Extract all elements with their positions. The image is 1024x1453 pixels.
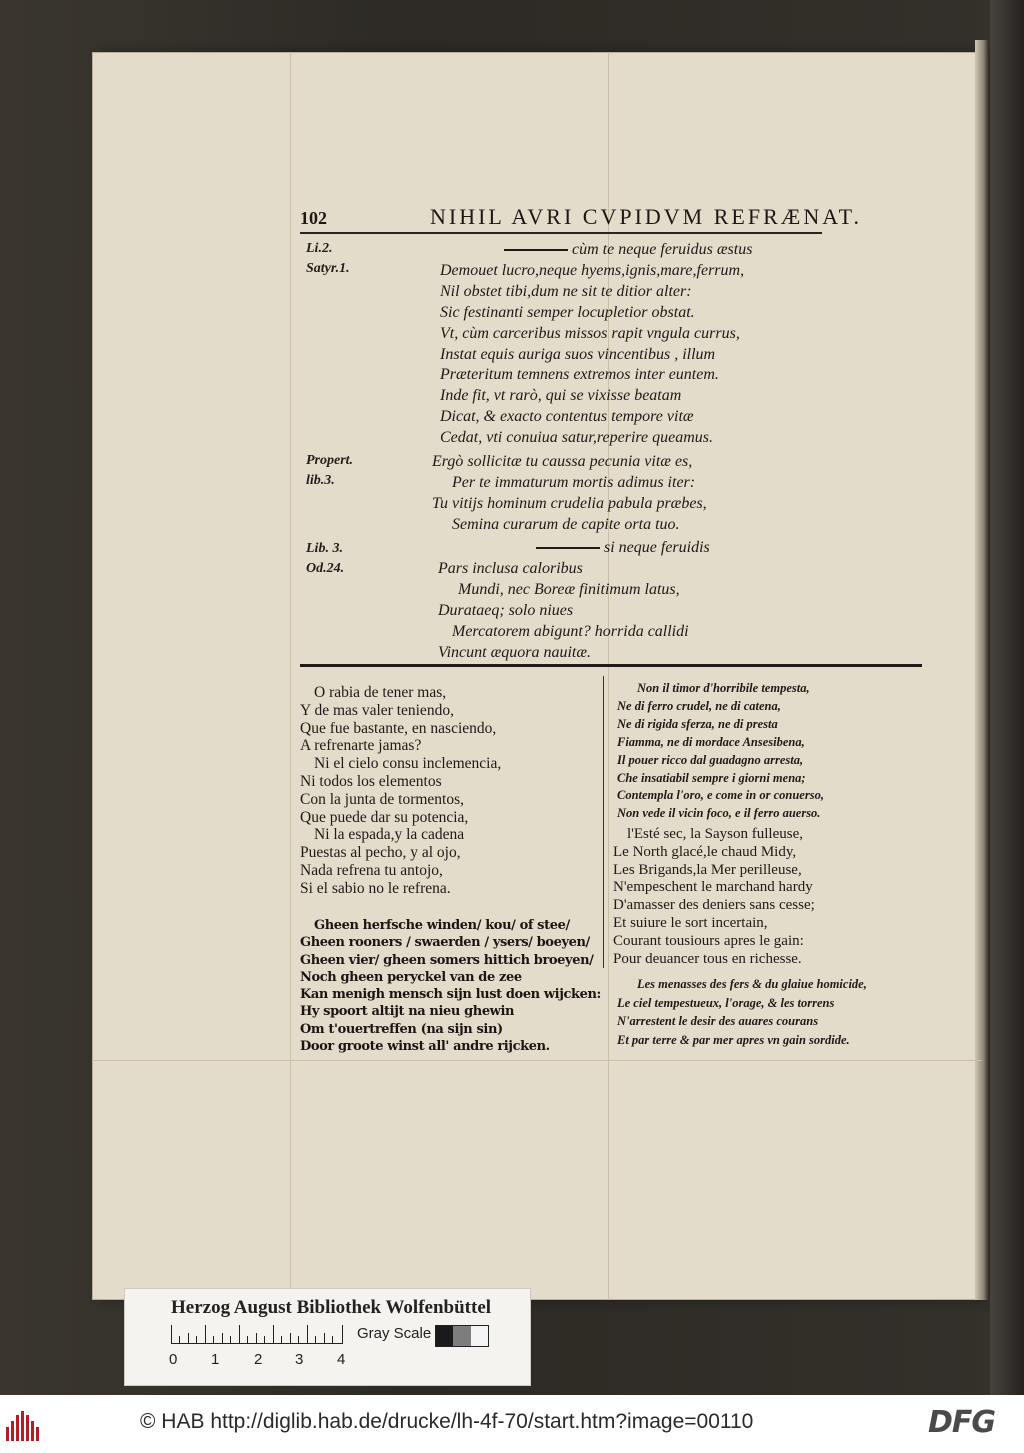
page-edge-shadow (975, 40, 989, 1300)
dash-rule (536, 547, 600, 549)
verse-line: Per te immaturum mortis adimus iter: (452, 473, 696, 491)
scale-number: 3 (295, 1351, 304, 1368)
column-divider (603, 676, 604, 968)
verse-line: Sic festinanti semper locupletior obstat. (440, 303, 695, 321)
verse-line: Mundi, nec Boreæ finitimum latus, (458, 580, 680, 598)
verse-line: Ergò sollicitæ tu caussa pecunia vitæ es, (432, 453, 693, 470)
dash-rule (504, 249, 568, 251)
verse-line: Fiamma, ne di mordace Ansesibena, (617, 734, 805, 749)
verse-line: Ni la espada,y la cadena (314, 826, 465, 844)
verse-line: Que puede dar su potencia, (300, 808, 469, 826)
verse-line: Præteritum temnens extremos inter euntem. (440, 366, 719, 384)
verse-line: Om t'ouertreffen (na sijn sin) (300, 1021, 503, 1037)
grayscale-swatch (435, 1325, 489, 1347)
verse-line: Gheen rooners / swaerden / ysers/ boeyen/ (300, 935, 590, 951)
verse-line: Ne di ferro crudel, ne di catena, (617, 698, 781, 713)
verse-line: N'empeschent le marchand hardy (613, 879, 813, 896)
verse-line: Hy spoort altijt na nieu ghewin (300, 1004, 515, 1020)
margin-note (306, 452, 353, 489)
verse-line: Cedat, vti conuiua satur,reperire queamus. (440, 429, 714, 447)
verse-line: Tu vitijs hominum crudelia pabula præbes, (432, 494, 707, 512)
copyright-url[interactable]: © HAB http://diglib.hab.de/drucke/lh-4f-70/start.htm?image=00110 (140, 1410, 754, 1433)
verse-line: Dicat, & exacto contentus tempore vitæ (440, 408, 694, 426)
margin-note (306, 540, 344, 577)
verse-line: Semina curarum de capite orta tuo. (452, 515, 680, 533)
grid-line (290, 52, 291, 1300)
verse-line: Il pouer ricco dal guadagno arresta, (617, 752, 804, 767)
scale-number: 2 (254, 1351, 263, 1368)
verse-line: A refrenarte jamas? (300, 737, 422, 755)
verse-line: Et suiure le sort incertain, (613, 914, 768, 931)
verse-line: Demouet lucro,neque hyems,ignis,mare,ferrum, (440, 261, 745, 279)
verse-line: Y de mas valer teniendo, (300, 701, 454, 719)
verse-line: Ni todos los elementos (300, 772, 442, 790)
verse-line: cùm te neque feruidus æstus (572, 241, 753, 258)
verse-line: Kan menigh mensch sijn lust doen wijcken: (300, 987, 601, 1003)
page-header (300, 204, 940, 234)
margin-note-line: Od.24. (306, 561, 345, 576)
margin-note-line: Lib. 3. (306, 541, 343, 556)
verse-line: Door groote winst all' andre rijcken. (300, 1039, 550, 1055)
verse-line: Pour deuancer tous en richesse. (613, 950, 802, 967)
verse-line: Nil obstet tibi,dum ne sit te ditior alter: (440, 282, 692, 300)
margin-note-line: Satyr.1. (306, 261, 350, 276)
verse-line: Gheen vier/ gheen somers hittich broeyen/ (300, 952, 594, 968)
margin-note-line: lib.3. (306, 473, 335, 488)
spanish-verse (300, 684, 501, 898)
verse-line: Inde fit, vt rarò, qui se vixisse beatam (440, 387, 682, 405)
verse-line: Durataeq; solo niues (438, 601, 574, 619)
verse-line: Le ciel tempestueux, l'orage, & les torrens (617, 995, 835, 1010)
verse-line: Que fue bastante, en nasciendo, (300, 719, 497, 737)
verse-line: Noch gheen peryckel van de zee (300, 969, 522, 985)
verse-line: Le North glacé,le chaud Midy, (613, 843, 797, 860)
verse-line: Nada refrena tu antojo, (300, 861, 443, 879)
dutch-verse (300, 917, 601, 1055)
grayscale-label: Gray Scale (357, 1325, 432, 1342)
french-italic-verse (617, 975, 867, 1049)
verse-line: D'amasser des deniers sans cesse; (613, 897, 815, 914)
verse-line: N'arrestent le desir des auares courans (617, 1014, 819, 1028)
scale-numbers (169, 1351, 369, 1371)
verse-line: Les menasses des fers & du glaiue homicide, (637, 977, 867, 991)
dfg-logo: DFG (928, 1405, 996, 1440)
verse-line: Instat equis auriga suos vincentibus , illum (440, 345, 716, 363)
scale-number: 4 (337, 1351, 346, 1368)
verse-line: Et par terre & par mer apres vn gain sordide. (617, 1032, 850, 1047)
verse-line: Vincunt æquora nauitæ. (438, 643, 592, 661)
verse-line: Les Brigands,la Mer perilleuse, (613, 861, 802, 878)
scale-number: 1 (211, 1351, 220, 1368)
verse-line: Ni el cielo consu inclemencia, (314, 755, 502, 773)
header-rule (300, 232, 822, 234)
footer-bar (0, 1395, 1024, 1453)
verse-line: Che insatiabil sempre i giorni mena; (617, 770, 806, 785)
verse-line: Pars inclusa caloribus (438, 559, 583, 577)
verse-line: Vt, cùm carceribus missos rapit vngula currus, (440, 324, 740, 342)
margin-note-line: Li.2. (306, 241, 333, 256)
verse-line: Mercatorem abigunt? horrida callidi (452, 622, 689, 640)
verse-line: Non vede il vicin foco, e il ferro auerso. (617, 806, 821, 821)
verse-line: O rabia de tener mas, (314, 684, 447, 701)
margin-note (306, 240, 350, 277)
scale-number: 0 (169, 1351, 178, 1368)
grid-line (92, 1060, 982, 1061)
verse-line: Courant tousiours apres le gain: (613, 932, 804, 949)
verse-line: Con la junta de tormentos, (300, 790, 465, 808)
verse-line: l'Esté sec, la Sayson fulleuse, (627, 826, 803, 842)
book-gutter (990, 0, 1024, 1395)
verse-line: Contempla l'oro, e come in or conuerso, (617, 788, 824, 803)
verse-line: Ne di rigida sferza, ne di presta (617, 716, 778, 731)
library-name: Herzog August Bibliothek Wolfenbüttel (171, 1297, 492, 1318)
verse-line: si neque feruidis (604, 539, 710, 556)
section-rule (300, 664, 922, 667)
verse-line: Si el sabio no le refrena. (300, 879, 451, 897)
latin-quote-horace-ode (438, 538, 710, 663)
latin-quote-horace-satire (440, 240, 752, 449)
italian-verse (617, 680, 824, 823)
page-number: 102 (300, 208, 327, 228)
verse-line: Puestas al pecho, y al ojo, (300, 844, 461, 862)
verse-line: Non il timor d'horribile tempesta, (637, 681, 810, 695)
color-target-card (124, 1288, 531, 1386)
running-title: NIHIL AVRI CVPIDVM REFRÆNAT. (430, 204, 862, 229)
margin-note-line: Propert. (306, 453, 354, 468)
hab-logo-icon (6, 1411, 46, 1441)
latin-quote-propertius (432, 452, 707, 536)
french-verse (613, 826, 815, 968)
verse-line: Gheen herfsche winden/ kou/ of stee/ (314, 918, 570, 933)
scale-ruler (171, 1325, 343, 1344)
